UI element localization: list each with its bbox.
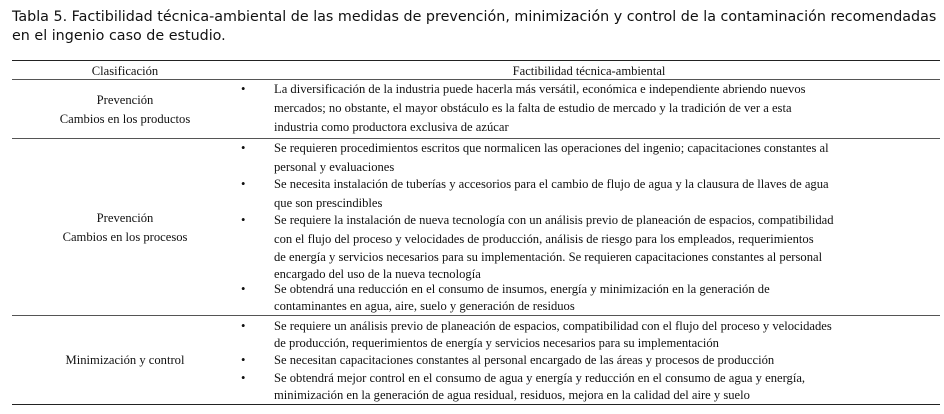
classification-text: Cambios en los procesos	[62, 230, 188, 244]
feasibility-text-line: Se requiere un análisis previo de planeación de espacios, compatibilidad con el flujo del proceso y velocidades	[274, 319, 832, 333]
classification-text: Cambios en los productos	[59, 112, 191, 126]
feasibility-text-line: Se requiere la instalación de nueva tecnología con un análisis previo de planeación de espacios, compatibilidad	[274, 213, 834, 227]
classification-text: Minimización y control	[65, 353, 185, 367]
bullet-icon: •	[241, 213, 246, 227]
classification-text: Prevención	[96, 93, 154, 107]
feasibility-text-line: Se obtendrá una reducción en el consumo de insumos, energía y minimización en la generación de	[274, 282, 770, 296]
caption-line: Tabla 5. Factibilidad técnica-ambiental de las medidas de prevención, minimización y control de la contaminación recomendadas	[12, 9, 937, 25]
feasibility-text-line: personal y evaluaciones	[274, 160, 395, 174]
table-bottom-rule	[12, 404, 940, 405]
feasibility-text-line: minimización en la generación de agua residual, residuos, mejora en la calidad del aire y suelo	[274, 388, 750, 402]
feasibility-text-line: Se necesitan capacitaciones constantes al personal encargado de las áreas y procesos de producción	[274, 353, 775, 367]
table-top-rule	[12, 60, 940, 61]
classification-cell	[12, 209, 238, 247]
header-feasibility: Factibilidad técnica-ambiental	[512, 64, 666, 78]
bullet-icon: •	[241, 82, 246, 96]
table-caption	[12, 8, 937, 46]
feasibility-text-line: encargado del uso de la nueva tecnología	[274, 267, 481, 281]
bullet-icon: •	[241, 177, 246, 191]
bullet-icon: •	[241, 353, 246, 367]
feasibility-text-line: mercados; no obstante, el mayor obstáculo es la falta de estudio de mercado y la tradición de ver a esta	[274, 101, 792, 115]
feasibility-text-line: Se necesita instalación de tuberías y accesorios para el cambio de flujo de agua y la clausura de llaves de agua	[274, 177, 829, 191]
feasibility-text-line: de energía y servicios necesarios para su implementación. Se requieren capacitaciones constantes al personal	[274, 250, 823, 264]
classification-cell	[12, 91, 238, 129]
feasibility-text-line: que son prescindibles	[274, 196, 383, 210]
header-classification: Clasificación	[91, 64, 159, 78]
bullet-icon: •	[241, 371, 246, 385]
row-separator	[12, 315, 940, 316]
feasibility-text-line: contaminantes en agua, aire, suelo y generación de residuos	[274, 299, 575, 313]
caption-line: en el ingenio caso de estudio.	[12, 28, 226, 44]
feasibility-text-line: con el flujo del proceso y velocidades de producción, análisis de riesgo para los empleados, requerimientos	[274, 232, 814, 246]
feasibility-text-line: industria como productora exclusiva de azúcar	[274, 120, 509, 134]
feasibility-text-line: La diversificación de la industria puede hacerla más versátil, económica e independiente abriendo nuevos	[274, 82, 806, 96]
classification-cell	[12, 351, 238, 370]
bullet-icon: •	[241, 319, 246, 333]
header-rule	[12, 79, 940, 80]
feasibility-text-line: de producción, requerimientos de energía y servicios necesarios para su implementación	[274, 336, 719, 350]
bullet-icon: •	[241, 282, 246, 296]
classification-text: Prevención	[96, 211, 154, 225]
feasibility-text-line: Se requieren procedimientos escritos que normalicen las operaciones del ingenio; capacitaciones constantes al	[274, 141, 829, 155]
bullet-icon: •	[241, 141, 246, 155]
feasibility-text-line: Se obtendrá mejor control en el consumo de agua y energía y reducción en el consumo de agua y energía,	[274, 371, 806, 385]
row-separator	[12, 138, 940, 139]
